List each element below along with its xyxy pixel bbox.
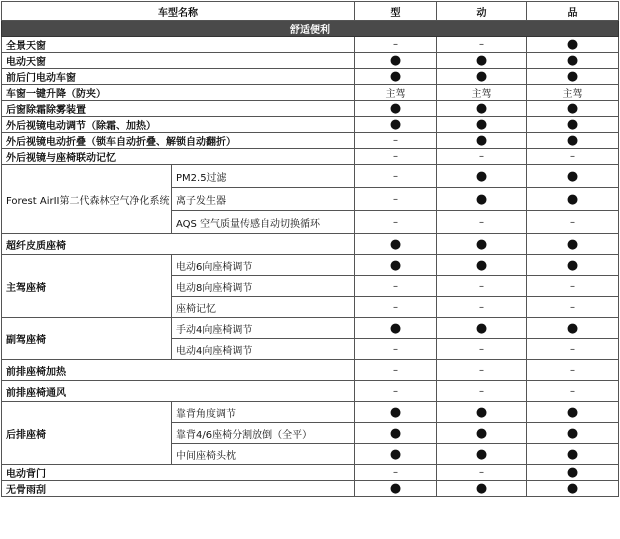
model-header-3: 品 [527, 2, 619, 21]
sub-feature-label: 靠背角度调节 [172, 402, 355, 423]
sub-feature-label: 靠背4/6座椅分割放倒（全平） [172, 423, 355, 444]
standard-dot-icon: ● [437, 188, 527, 211]
not-available-dash: – [355, 339, 437, 360]
feature-label: 外后视镜与座椅联动记忆 [2, 149, 355, 165]
not-available-dash: – [527, 339, 619, 360]
standard-dot-icon: ● [437, 481, 527, 497]
table-row [2, 117, 619, 133]
standard-dot-icon: ● [527, 188, 619, 211]
standard-dot-icon: ● [437, 165, 527, 188]
standard-dot-icon: ● [527, 117, 619, 133]
standard-dot-icon: ● [527, 255, 619, 276]
model-header-1: 型 [355, 2, 437, 21]
sub-feature-label: 手动4向座椅调节 [172, 318, 355, 339]
table-row [2, 402, 619, 423]
table-row [2, 37, 619, 53]
standard-dot-icon: ● [437, 402, 527, 423]
not-available-dash: – [527, 297, 619, 318]
sub-feature-label: 中间座椅头枕 [172, 444, 355, 465]
standard-dot-icon: ● [527, 101, 619, 117]
feature-label: 主驾座椅 [2, 255, 172, 318]
standard-dot-icon: ● [355, 423, 437, 444]
standard-dot-icon: ● [355, 53, 437, 69]
feature-label: 超纤皮质座椅 [2, 234, 355, 255]
standard-dot-icon: ● [355, 69, 437, 85]
not-available-dash: – [355, 297, 437, 318]
standard-dot-icon: ● [355, 444, 437, 465]
table-row [2, 69, 619, 85]
sub-feature-label: 电动4向座椅调节 [172, 339, 355, 360]
sub-feature-label: 电动8向座椅调节 [172, 276, 355, 297]
feature-label: 无骨雨刮 [2, 481, 355, 497]
standard-dot-icon: ● [527, 53, 619, 69]
not-available-dash: – [437, 37, 527, 53]
standard-dot-icon: ● [527, 444, 619, 465]
sub-feature-label: PM2.5过滤 [172, 165, 355, 188]
feature-label: 车窗一键升降（防夹） [2, 85, 355, 101]
not-available-dash: – [437, 465, 527, 481]
feature-label: Forest AirII第二代森林空气净化系统 [2, 165, 172, 234]
standard-dot-icon: ● [437, 318, 527, 339]
standard-dot-icon: ● [527, 234, 619, 255]
sub-feature-label: 电动6向座椅调节 [172, 255, 355, 276]
standard-dot-icon: ● [527, 165, 619, 188]
table-row [2, 255, 619, 276]
section-title: 舒适便利 [2, 21, 619, 37]
not-available-dash: – [437, 339, 527, 360]
not-available-dash: – [355, 37, 437, 53]
not-available-dash: – [355, 360, 437, 381]
standard-dot-icon: ● [527, 133, 619, 149]
feature-label: 副驾座椅 [2, 318, 172, 360]
table-row [2, 381, 619, 402]
sub-feature-label: AQS 空气质量传感自动切换循环 [172, 211, 355, 234]
standard-dot-icon: ● [437, 69, 527, 85]
not-available-dash: – [527, 211, 619, 234]
standard-dot-icon: ● [355, 318, 437, 339]
spec-table [1, 1, 619, 497]
not-available-dash: – [437, 360, 527, 381]
feature-label: 外后视镜电动折叠（锁车自动折叠、解锁自动翻折） [2, 133, 355, 149]
standard-dot-icon: ● [527, 69, 619, 85]
feature-label: 电动天窗 [2, 53, 355, 69]
not-available-dash: – [437, 381, 527, 402]
feature-label: 外后视镜电动调节（除霜、加热） [2, 117, 355, 133]
not-available-dash: – [355, 165, 437, 188]
model-header-2: 动 [437, 2, 527, 21]
table-row [2, 481, 619, 497]
standard-dot-icon: ● [437, 101, 527, 117]
not-available-dash: – [355, 149, 437, 165]
feature-label: 电动背门 [2, 465, 355, 481]
table-row [2, 149, 619, 165]
not-available-dash: – [355, 465, 437, 481]
not-available-dash: – [527, 381, 619, 402]
value-cell: 主驾 [355, 85, 437, 101]
standard-dot-icon: ● [355, 117, 437, 133]
standard-dot-icon: ● [437, 255, 527, 276]
sub-feature-label: 离子发生器 [172, 188, 355, 211]
sub-feature-label: 座椅记忆 [172, 297, 355, 318]
table-row [2, 101, 619, 117]
model-name-header: 车型名称 [2, 2, 355, 21]
not-available-dash: – [437, 276, 527, 297]
standard-dot-icon: ● [437, 423, 527, 444]
not-available-dash: – [527, 149, 619, 165]
not-available-dash: – [527, 360, 619, 381]
table-row [2, 165, 619, 188]
standard-dot-icon: ● [527, 37, 619, 53]
feature-label: 前排座椅加热 [2, 360, 355, 381]
feature-label: 后窗除霜除雾装置 [2, 101, 355, 117]
not-available-dash: – [437, 297, 527, 318]
standard-dot-icon: ● [527, 481, 619, 497]
standard-dot-icon: ● [437, 117, 527, 133]
standard-dot-icon: ● [355, 255, 437, 276]
standard-dot-icon: ● [355, 234, 437, 255]
not-available-dash: – [527, 276, 619, 297]
not-available-dash: – [355, 276, 437, 297]
not-available-dash: – [437, 149, 527, 165]
standard-dot-icon: ● [437, 53, 527, 69]
standard-dot-icon: ● [527, 423, 619, 444]
standard-dot-icon: ● [527, 402, 619, 423]
standard-dot-icon: ● [355, 481, 437, 497]
value-cell: 主驾 [527, 85, 619, 101]
table-row [2, 133, 619, 149]
standard-dot-icon: ● [527, 465, 619, 481]
standard-dot-icon: ● [355, 101, 437, 117]
table-row [2, 53, 619, 69]
standard-dot-icon: ● [527, 318, 619, 339]
not-available-dash: – [437, 211, 527, 234]
feature-label: 前排座椅通风 [2, 381, 355, 402]
feature-label: 全景天窗 [2, 37, 355, 53]
header-row [2, 2, 619, 21]
feature-label: 后排座椅 [2, 402, 172, 465]
table-row [2, 85, 619, 101]
not-available-dash: – [355, 133, 437, 149]
section-row [2, 21, 619, 37]
standard-dot-icon: ● [437, 133, 527, 149]
feature-label: 前后门电动车窗 [2, 69, 355, 85]
not-available-dash: – [355, 381, 437, 402]
not-available-dash: – [355, 211, 437, 234]
standard-dot-icon: ● [437, 234, 527, 255]
table-row [2, 465, 619, 481]
table-row [2, 318, 619, 339]
table-row [2, 234, 619, 255]
value-cell: 主驾 [437, 85, 527, 101]
not-available-dash: – [355, 188, 437, 211]
standard-dot-icon: ● [437, 444, 527, 465]
standard-dot-icon: ● [355, 402, 437, 423]
table-row [2, 360, 619, 381]
